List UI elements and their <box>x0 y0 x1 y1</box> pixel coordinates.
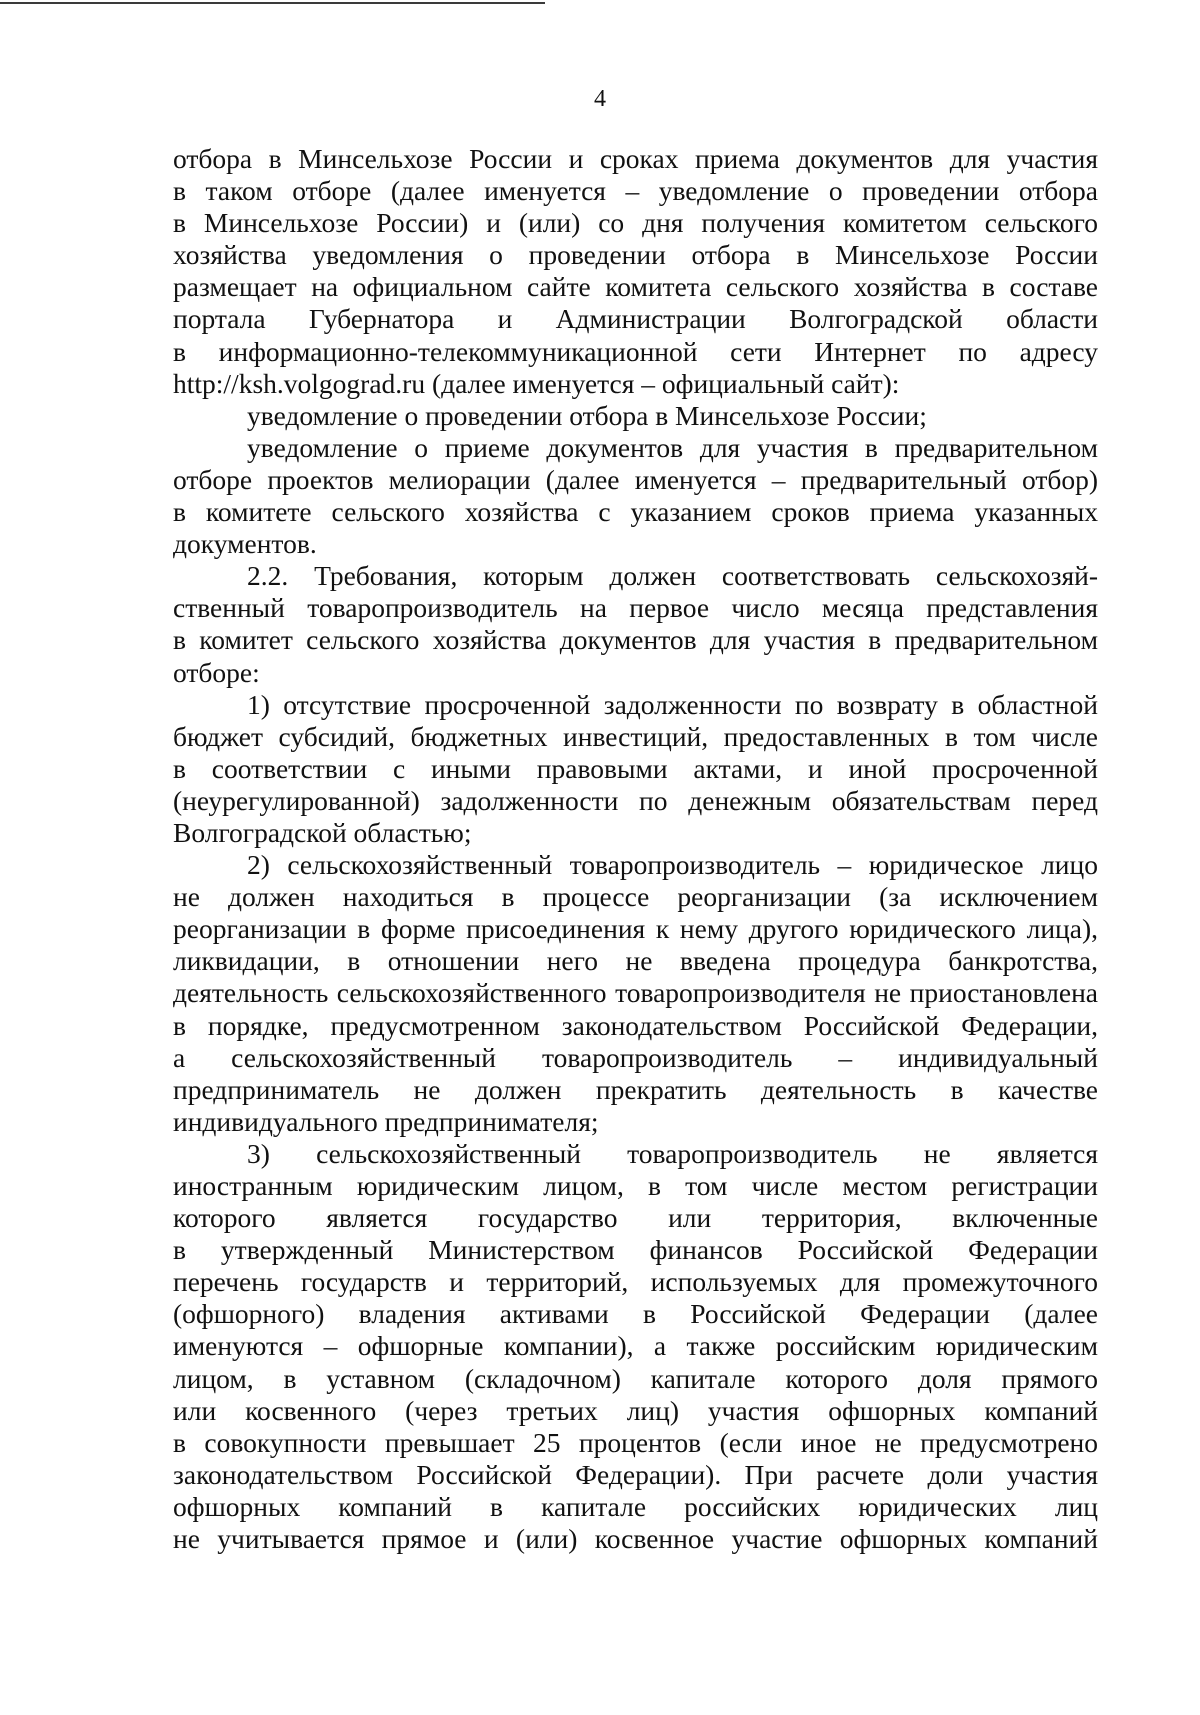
text-line: 1) отсутствие просроченной задолженности по возврату в областной <box>247 688 1098 720</box>
paragraph <box>173 432 1098 560</box>
text-line: отборе проектов мелиорации (далее именуется – предварительный отбор) <box>173 463 1098 495</box>
text-line: в информационно-телекоммуникационной сети Интернет по адресу <box>173 335 1098 367</box>
paragraph <box>173 143 1098 400</box>
text-line: предприниматель не должен прекратить деятельность в качестве <box>173 1073 1098 1105</box>
page-number: 4 <box>594 86 606 112</box>
text-line: реорганизации в форме присоединения к нему другого юридического лица), <box>173 913 1098 945</box>
text-line: в таком отборе (далее именуется – уведомление о проведении отбора <box>173 175 1098 207</box>
text-line: офшорных компаний в капитале российских юридических лиц <box>173 1490 1098 1522</box>
text-line: а сельскохозяйственный товаропроизводитель – индивидуальный <box>173 1041 1098 1073</box>
text-line: документов. <box>173 528 317 560</box>
text-line: (офшорного) владения активами в Российской Федерации (далее <box>173 1298 1098 1330</box>
text-line: хозяйства уведомления о проведении отбора в Минсельхозе России <box>173 239 1098 271</box>
text-line: уведомление о приеме документов для участия в предварительном <box>247 431 1098 463</box>
text-line: 2.2. Требования, которым должен соответствовать сельскохозяй- <box>247 560 1098 592</box>
text-line: уведомление о проведении отбора в Минсельхозе России; <box>247 399 927 431</box>
text-line: бюджет субсидий, бюджетных инвестиций, предоставленных в том числе <box>173 720 1098 752</box>
text-line: отбора в Минсельхозе России и сроках приема документов для участия <box>173 143 1098 174</box>
text-line: в комитете сельского хозяйства с указанием сроков приема указанных <box>173 496 1098 528</box>
text-line: не должен находиться в процессе реорганизации (за исключением <box>173 881 1098 913</box>
text-line: именуются – офшорные компании), а также российским юридическим <box>173 1330 1098 1362</box>
text-line: в соответствии с иными правовыми актами, и иной просроченной <box>173 752 1098 784</box>
text-line: лицом, в уставном (складочном) капитале которого доля прямого <box>173 1362 1098 1394</box>
text-line: законодательством Российской Федерации). При расчете доли участия <box>173 1458 1098 1490</box>
text-line: не учитывается прямое и (или) косвенное участие офшорных компаний <box>173 1523 1098 1555</box>
paragraph <box>173 849 1098 1138</box>
text-line: размещает на официальном сайте комитета сельского хозяйства в составе <box>173 271 1098 303</box>
paragraph <box>173 689 1098 849</box>
paragraph <box>173 560 1098 688</box>
text-line: или косвенного (через третьих лиц) участия офшорных компаний <box>173 1394 1098 1426</box>
paragraph <box>173 1138 1098 1555</box>
text-line: в порядке, предусмотренном законодательством Российской Федерации, <box>173 1009 1098 1041</box>
text-line: в Минсельхозе России) и (или) со дня получения комитетом сельского <box>173 207 1098 239</box>
scan-edge <box>0 2 545 4</box>
text-line: в комитет сельского хозяйства документов для участия в предварительном <box>173 624 1098 656</box>
text-line: 3) сельскохозяйственный товаропроизводитель не является <box>247 1137 1098 1169</box>
text-line: ликвидации, в отношении него не введена процедура банкротства, <box>173 945 1098 977</box>
text-line: ственный товаропроизводитель на первое число месяца представления <box>173 592 1098 624</box>
text-line: (неурегулированной) задолженности по денежным обязательствам перед <box>173 784 1098 816</box>
text-line: http://ksh.volgograd.ru (далее именуется – официальный сайт): <box>173 367 900 399</box>
text-line: которого является государство или территория, включенные <box>173 1202 1098 1234</box>
text-line: портала Губернатора и Администрации Волгоградской области <box>173 303 1098 335</box>
text-line: 2) сельскохозяйственный товаропроизводитель – юридическое лицо <box>247 849 1098 881</box>
paragraph <box>173 400 1098 432</box>
text-line: иностранным юридическим лицом, в том числе местом регистрации <box>173 1170 1098 1201</box>
text-line: в утвержденный Министерством финансов Российской Федерации <box>173 1234 1098 1266</box>
text-line: Волгоградской областью; <box>173 816 472 848</box>
text-line: индивидуального предпринимателя; <box>173 1105 599 1137</box>
text-line: деятельность сельскохозяйственного товаропроизводителя не приостановлена <box>173 977 1098 1009</box>
text-line: в совокупности превышает 25 процентов (если иное не предусмотрено <box>173 1426 1098 1458</box>
document-body <box>173 143 1098 1555</box>
text-line: отборе: <box>173 656 260 688</box>
text-line: перечень государств и территорий, используемых для промежуточного <box>173 1266 1098 1298</box>
